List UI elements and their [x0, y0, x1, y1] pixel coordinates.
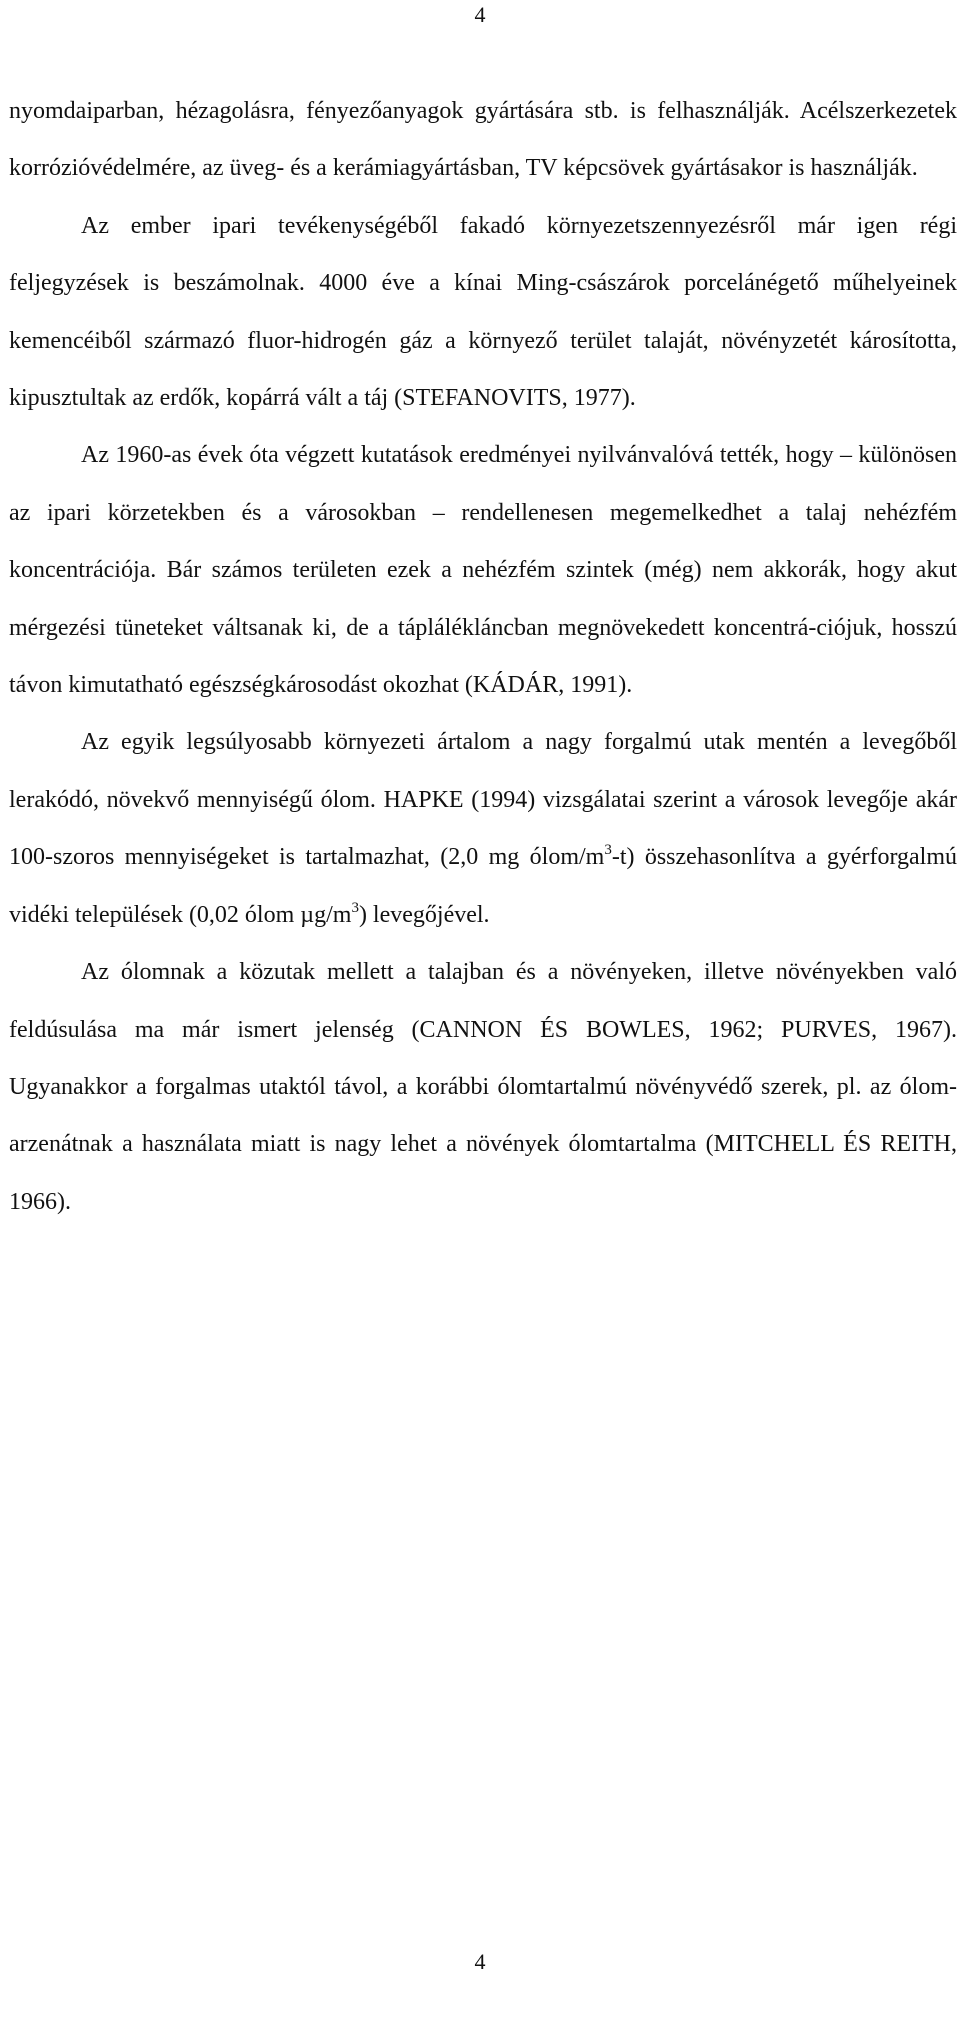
paragraph-1: nyomdaiparban, hézagolásra, fényezőanyagok gyártására stb. is felhasználják. Acélszerkezetek korrózióvédelmére, az üveg- és a kerámiagyártásban, TV képcsövek gyártásakor is használják. — [9, 98, 957, 182]
paragraph-4-text-1: Az egyik legsúlyosabb környezeti ártalom a nagy forgalmú utak mentén a levegőből lerakódó, növekvő mennyiségű ólom. HAPKE (1994) vizsgálatai szerint a városok levegője akár 100-szoros mennyiségeket is tartalmazhat, (2,0 mg ólom/m — [9, 729, 957, 871]
superscript-cubic-1: 3 — [604, 842, 612, 859]
paragraph-4-text-2: -t) összehasonlítva a gyérforgalmú vidéki települések (0,02 ólom µg/m — [9, 844, 958, 928]
body-text — [9, 83, 957, 1231]
paragraph-2: Az ember ipari tevékenységéből fakadó környezetszennyezésről már igen régi feljegyzések is beszámolnak. 4000 éve a kínai Ming-császárok porcelánégető műhelyeinek kemencéiből származó fluor-hidrogén gáz a környező terület talaját, növényzetét károsította, kipusztultak az erdők, kopárrá vált a táj (STEFANOVITS, 1977). — [9, 212, 957, 412]
page-number-top: 4 — [474, 2, 486, 27]
paragraph-4 — [9, 714, 957, 944]
superscript-cubic-2: 3 — [351, 899, 359, 916]
paragraph-5: Az ólomnak a közutak mellett a talajban és a növényeken, illetve növényekben való feldúsulása ma már ismert jelenség (CANNON ÉS BOWLES, 1962; PURVES, 1967). Ugyanakkor a forgalmas utaktól távol, a korábbi ólomtartalmú növényvédő szerek, pl. az ólom-arzenátnak a használata miatt is nagy lehet a növények ólomtartalma (MITCHELL ÉS REITH, 1966). — [9, 959, 957, 1215]
paragraph-4-text-3: ) levegőjével. — [358, 901, 490, 928]
paragraph-3: Az 1960-as évek óta végzett kutatások eredményei nyilvánvalóvá tették, hogy – különösen az ipari körzetekben és a városokban – rendellenesen megemelkedhet a talaj nehézfém koncentrációja. Bár számos területen ezek a nehézfém szintek (még) nem akkorák, hogy akut mérgezési tüneteket váltsanak ki, de a táplálékláncban megnövekedett koncentrá-ciójuk, hosszú távon kimutatható egészségkárosodást okozhat (KÁDÁR, 1991). — [9, 442, 957, 699]
page-number-bottom: 4 — [474, 1949, 486, 1974]
